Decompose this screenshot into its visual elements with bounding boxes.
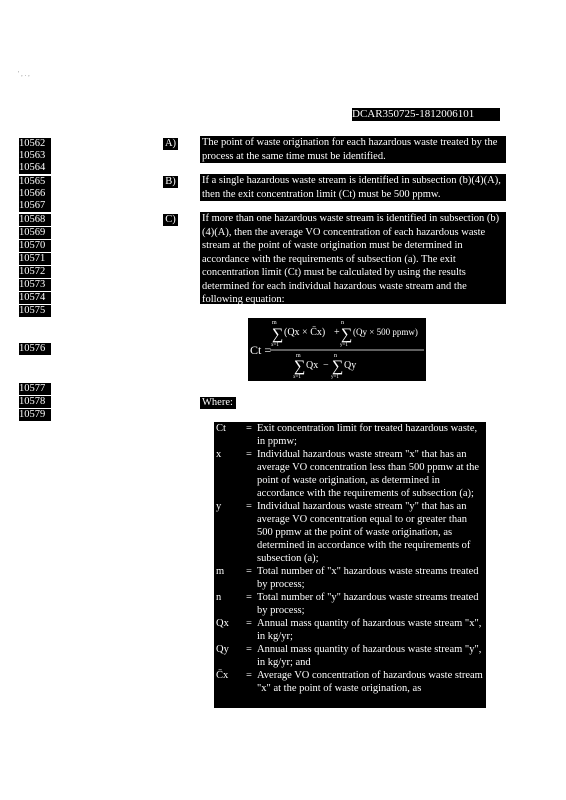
denominator-right-term: Qy bbox=[344, 360, 357, 371]
line-number: 10569 bbox=[19, 227, 51, 239]
definition-symbol: n bbox=[216, 592, 222, 603]
line-number: 10567 bbox=[19, 200, 51, 212]
line-number: 10566 bbox=[19, 188, 51, 200]
definition-equals: = bbox=[246, 566, 252, 577]
sum-lower-limit: x=1 bbox=[271, 343, 279, 348]
definition-row bbox=[214, 617, 486, 643]
definition-equals: = bbox=[246, 670, 252, 681]
definition-equals: = bbox=[246, 644, 252, 655]
definition-text: Total number of "y" hazardous waste streams treated by process; bbox=[257, 592, 479, 616]
definition-text: Annual mass quantity of hazardous waste stream "y", in kg/yr; and bbox=[257, 644, 482, 668]
definition-row bbox=[214, 565, 486, 591]
denominator-left-term: Qx bbox=[306, 360, 319, 371]
sum-sign: ∑ bbox=[272, 326, 284, 343]
line-number: 10574 bbox=[19, 292, 51, 304]
line-number: 10571 bbox=[19, 253, 51, 265]
line-number: 10578 bbox=[19, 396, 51, 408]
definition-row bbox=[214, 591, 486, 617]
line-number: 10568 bbox=[19, 214, 51, 226]
sum-upper-limit: n bbox=[341, 320, 344, 326]
definition-row bbox=[214, 422, 486, 448]
scan-artifact: ' , . , bbox=[18, 70, 30, 78]
definition-symbol: C̄x bbox=[216, 670, 229, 681]
definition-text: Exit concentration limit for treated hazardous waste, in ppmw; bbox=[257, 423, 478, 447]
definition-equals: = bbox=[246, 618, 252, 629]
numerator-right-term: (Qy × 500 ppmw) bbox=[353, 327, 418, 337]
line-number: 10570 bbox=[19, 240, 51, 252]
definition-symbol: Ct bbox=[216, 423, 226, 434]
line-number: 10572 bbox=[19, 266, 51, 278]
definition-text: Annual mass quantity of hazardous waste stream "x", in kg/yr; bbox=[257, 618, 482, 642]
definition-equals: = bbox=[246, 423, 252, 434]
definition-text: Individual hazardous waste stream "y" that has an average VO concentration equal to or greater than 500 ppmw at the point of waste origination, as determined in accordance with the requirements of subsection (a); bbox=[257, 501, 471, 564]
line-number: 10575 bbox=[19, 305, 51, 317]
line-number: 10573 bbox=[19, 279, 51, 291]
definition-row bbox=[214, 448, 486, 500]
item-marker-c: C) bbox=[163, 214, 178, 226]
item-marker-a: A) bbox=[164, 138, 177, 149]
sum-upper-limit: n bbox=[334, 353, 337, 359]
line-number: 10576 bbox=[19, 343, 51, 355]
sum-sign: ∑ bbox=[341, 326, 353, 343]
sum-lower-limit: y=1 bbox=[331, 375, 339, 380]
definition-row bbox=[214, 643, 486, 669]
equation-lhs: Ct = bbox=[250, 343, 272, 357]
definition-row bbox=[214, 500, 486, 565]
item-b-text: If a single hazardous waste stream is identified in subsection (b)(4)(A), then the exit concentration limit (Ct) must be 500 ppmw. bbox=[200, 174, 506, 201]
exit-concentration-equation bbox=[248, 318, 426, 381]
line-number: 10579 bbox=[19, 409, 51, 421]
definition-symbol: y bbox=[216, 501, 222, 512]
definition-equals: = bbox=[246, 592, 252, 603]
line-number: 10577 bbox=[19, 383, 51, 395]
line-number: 10564 bbox=[19, 162, 51, 174]
sum-sign: ∑ bbox=[332, 358, 344, 375]
document-id-header: DCAR350725-1812006101 bbox=[352, 108, 500, 121]
item-c-text: If more than one hazardous waste stream is identified in subsection (b)(4)(A), then the average VO concentration of each hazardous waste stream at the point of waste origination must be determined in accordance with the requirements of subsection (a). The exit concentration limit (Ct) must be calculated by using the results determined for each individual hazardous waste stream and the following equation: bbox=[200, 212, 506, 304]
definition-symbol: m bbox=[216, 566, 225, 577]
line-number: 10563 bbox=[19, 150, 51, 162]
definition-text: Total number of "x" hazardous waste streams treated by process; bbox=[257, 566, 479, 590]
definition-equals: = bbox=[246, 501, 252, 512]
numerator-left-term: (Qx × C̄x) bbox=[284, 327, 326, 338]
equation-box bbox=[248, 318, 426, 381]
definition-equals: = bbox=[246, 449, 252, 460]
definition-symbol: Qx bbox=[216, 618, 229, 629]
line-number: 10565 bbox=[19, 176, 51, 188]
definition-symbol: Qy bbox=[216, 644, 229, 655]
item-a-text: The point of waste origination for each hazardous waste treated by the process at the same time must be identified. bbox=[200, 136, 506, 163]
where-label: Where: bbox=[200, 397, 236, 409]
item-marker-b: B) bbox=[163, 176, 178, 188]
definitions-list bbox=[214, 422, 486, 708]
definition-text: Individual hazardous waste stream "x" that has an average VO concentration less than 500 ppmw at the point of waste origination, as determined in accordance with the requirements of subsection (a); bbox=[257, 449, 479, 499]
line-number: 10562 bbox=[19, 138, 51, 150]
sum-lower-limit: y=1 bbox=[340, 343, 348, 348]
sum-upper-limit: m bbox=[296, 353, 301, 359]
sum-sign: ∑ bbox=[294, 358, 306, 375]
sum-lower-limit: x=1 bbox=[293, 375, 301, 380]
definition-text: Average VO concentration of hazardous waste stream "x" at the point of waste origination, as bbox=[257, 670, 483, 694]
plus-sign: + bbox=[334, 327, 340, 338]
definition-symbol: x bbox=[216, 449, 222, 460]
sum-upper-limit: m bbox=[272, 320, 277, 326]
definition-row bbox=[214, 669, 486, 695]
minus-sign: − bbox=[323, 360, 329, 371]
